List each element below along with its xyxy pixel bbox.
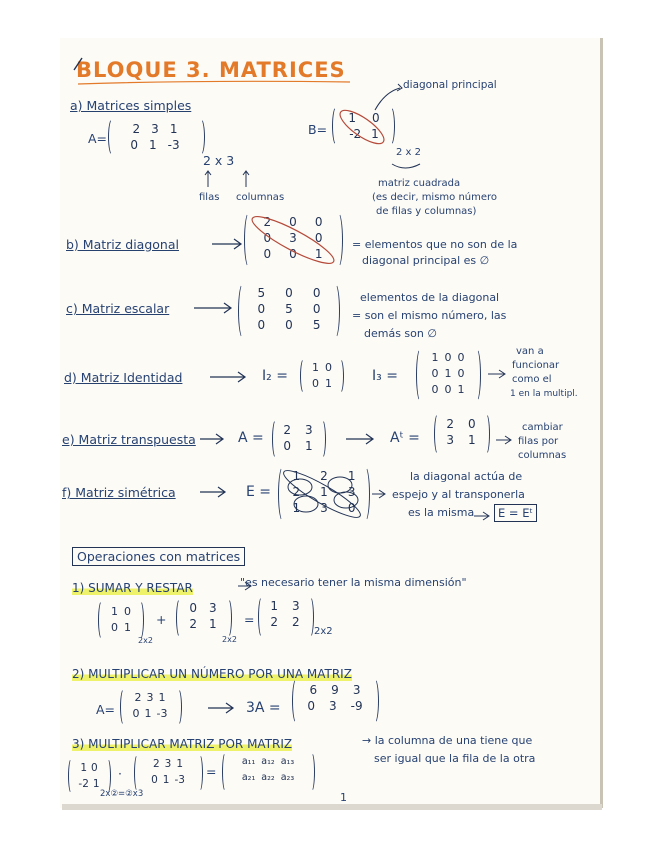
op2-result: 6 9 3 0 3 -9 <box>307 683 363 713</box>
escalar-note-1: elementos de la diagonal <box>360 291 500 304</box>
filas-label: filas <box>199 192 220 203</box>
sim-note-1: la diagonal actúa de <box>410 470 523 483</box>
op3-m1: 1 0 -2 1 <box>78 762 100 790</box>
section-c-label: c) Matriz escalar <box>66 301 170 316</box>
op3-label: 3) MULTIPLICAR MATRIZ POR MATRIZ <box>72 737 293 751</box>
identity-2-name: I₂ = <box>262 368 288 384</box>
op1-m2: 0 3 2 1 <box>189 601 217 631</box>
identity-note-3: como el <box>512 374 552 385</box>
sim-note-2: espejo y al transponerla <box>392 488 525 501</box>
b-dim-label: 2 x 2 <box>396 147 421 158</box>
op1-m1: 1 0 0 1 <box>111 605 131 634</box>
op2-label: 2) MULTIPLICAR UN NÚMERO POR UNA MATRIZ <box>72 667 352 681</box>
escalar-note-2: = son el mismo número, las <box>352 309 507 322</box>
section-a-label: a) Matrices simples <box>70 98 192 113</box>
page-number: 1 <box>340 791 347 804</box>
transp-a: 2 3 0 1 <box>283 423 313 453</box>
identity-note-2: funcionar <box>512 360 560 371</box>
identity-3: 1 0 0 0 1 0 0 0 1 <box>431 351 465 396</box>
page-title: BLOQUE 3. MATRICES <box>76 58 346 82</box>
transp-note-1: cambiar <box>522 422 563 433</box>
sim-note-3: es la misma <box>408 506 475 519</box>
dim-label: 2 x 3 <box>203 153 235 168</box>
transp-at-name: Aᵗ = <box>390 430 420 446</box>
op1-plus: + <box>156 612 167 627</box>
identity-note-1: van a <box>516 346 544 357</box>
op1-dim1: 2x2 <box>138 636 153 645</box>
cuadrada-note-3: de filas y columnas) <box>376 206 477 217</box>
transp-note-3: columnas <box>518 450 567 461</box>
diagonal-note-1: = elementos que no son de la <box>352 238 518 251</box>
diagonal-note-2: diagonal principal es ∅ <box>362 254 490 267</box>
op1-equals: = <box>244 612 255 627</box>
op3-dims: 2x②=②x3 <box>100 789 144 799</box>
section-b-label: b) Matriz diagonal <box>66 237 179 252</box>
transp-at: 2 0 3 1 <box>446 417 476 447</box>
matrix-simetrica: 1 2 1 2 1 3 1 3 0 <box>292 469 356 515</box>
matrix-b: 1 0 -2 1 <box>348 111 380 141</box>
escalar-note-3: demás son ∅ <box>364 327 437 340</box>
op2-a: 2 3 1 0 1 -3 <box>132 691 168 720</box>
operaciones-title: Operaciones con matrices <box>72 547 245 566</box>
op2-a-name: A= <box>96 702 116 717</box>
identity-3-name: I₃ = <box>372 368 398 384</box>
matrix-b-name: B= <box>308 122 328 137</box>
identity-note-4: 1 en la multipl. <box>510 389 578 399</box>
op1-quote: "es necesario tener la misma dimensión" <box>240 576 467 589</box>
op3-dot: · <box>118 766 122 781</box>
op3-result: a₁₁ a₁₂ a₁₃ a₂₁ a₂₂ a₂₃ <box>241 756 295 783</box>
transp-note-2: filas por <box>518 436 559 447</box>
sim-equation: E = Eᵗ <box>494 504 537 522</box>
op1-result: 1 3 2 2 <box>270 599 300 629</box>
op3-equals: = <box>206 764 217 779</box>
transp-a-name: A = <box>238 430 264 446</box>
section-f-label: f) Matriz simétrica <box>62 485 176 500</box>
op2-3a: 3A = <box>246 700 281 716</box>
op3-m2: 2 3 1 0 1 -3 <box>151 758 185 786</box>
diagonal-principal-label: diagonal principal <box>403 79 497 91</box>
cuadrada-note-2: (es decir, mismo número <box>372 192 498 203</box>
cuadrada-note-1: matriz cuadrada <box>378 178 461 189</box>
op1-dim2: 2x2 <box>222 635 237 644</box>
columnas-label: columnas <box>236 192 285 203</box>
matrix-escalar: 5 0 0 0 5 0 0 0 5 <box>257 286 321 332</box>
op3-note-1: → la columna de una tiene que <box>362 734 533 747</box>
section-e-label: e) Matriz transpuesta <box>62 432 196 447</box>
matrix-a-name: A= <box>88 131 108 146</box>
matrix-diagonal: 2 0 0 0 3 0 0 0 1 <box>263 215 323 261</box>
matrix-a: 2 3 1 0 1 -3 <box>130 122 180 152</box>
op1-dim3: 2x2 <box>314 626 333 637</box>
op3-note-2: ser igual que la fila de la otra <box>374 752 536 765</box>
identity-2: 1 0 0 1 <box>312 361 332 390</box>
sim-e-name: E = <box>246 484 272 500</box>
section-d-label: d) Matriz Identidad <box>64 370 183 385</box>
op1-label: 1) SUMAR Y RESTAR <box>72 581 193 595</box>
